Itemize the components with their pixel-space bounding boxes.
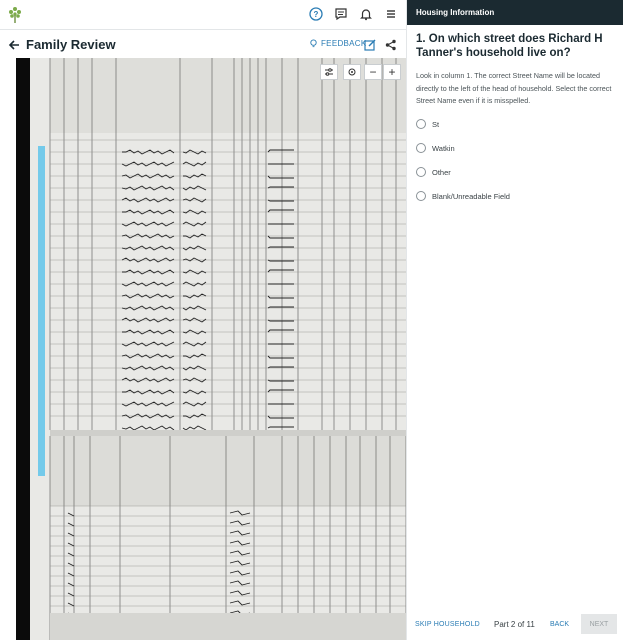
answer-option-label: Blank/Unreadable Field — [432, 191, 510, 201]
section-title: Housing Information — [407, 0, 623, 25]
edit-icon[interactable] — [364, 38, 376, 50]
question-instructions: Look in column 1. The correct Street Name will be located directly to the left of the head of household. Select the correct Street Name even if it is misspelled. — [416, 71, 612, 105]
panel-footer — [407, 610, 623, 640]
chat-icon[interactable] — [334, 7, 348, 21]
answer-option[interactable] — [416, 190, 623, 203]
radio-button[interactable] — [416, 119, 426, 129]
page-title: Family Review — [26, 37, 116, 52]
svg-text:?: ? — [313, 10, 319, 19]
document-viewer[interactable] — [0, 58, 406, 640]
review-header — [0, 30, 406, 58]
answer-options — [416, 118, 623, 203]
feedback-label: FEEDBACK — [321, 39, 367, 48]
tree-logo-icon[interactable] — [8, 6, 22, 24]
recenter-icon[interactable] — [343, 64, 361, 80]
answer-option[interactable] — [416, 142, 623, 155]
answer-option[interactable] — [416, 166, 623, 179]
answer-option[interactable] — [416, 118, 623, 131]
census-image[interactable] — [30, 58, 406, 640]
answer-option-label: St — [432, 119, 440, 129]
skip-household-button[interactable]: SKIP HOUSEHOLD — [415, 621, 480, 628]
radio-button[interactable] — [416, 167, 426, 177]
answer-option-label: Watkin — [432, 143, 455, 153]
layers-icon[interactable] — [320, 64, 338, 80]
radio-button[interactable] — [416, 191, 426, 201]
feedback-button[interactable] — [309, 39, 367, 48]
bell-icon[interactable] — [359, 7, 373, 21]
radio-button[interactable] — [416, 143, 426, 153]
part-indicator: Part 2 of 11 — [494, 620, 535, 629]
top-bar — [0, 0, 406, 30]
zoom-out-button[interactable]: − — [364, 64, 382, 80]
back-button[interactable]: BACK — [550, 621, 570, 628]
share-icon[interactable] — [385, 38, 397, 50]
scan-edge — [16, 58, 30, 640]
lightbulb-icon — [309, 39, 318, 48]
zoom-in-button[interactable]: + — [383, 64, 401, 80]
menu-icon[interactable] — [384, 7, 398, 21]
help-icon[interactable] — [309, 7, 323, 21]
question-panel — [406, 0, 623, 640]
back-arrow-icon[interactable] — [8, 38, 20, 50]
question-text: 1. On which street does Richard H Tanner's household live on? — [416, 33, 603, 59]
census-page-drawing — [30, 58, 406, 640]
next-button[interactable]: NEXT — [581, 614, 617, 634]
answer-option-label: Other — [432, 167, 451, 177]
column-highlight — [38, 146, 45, 476]
